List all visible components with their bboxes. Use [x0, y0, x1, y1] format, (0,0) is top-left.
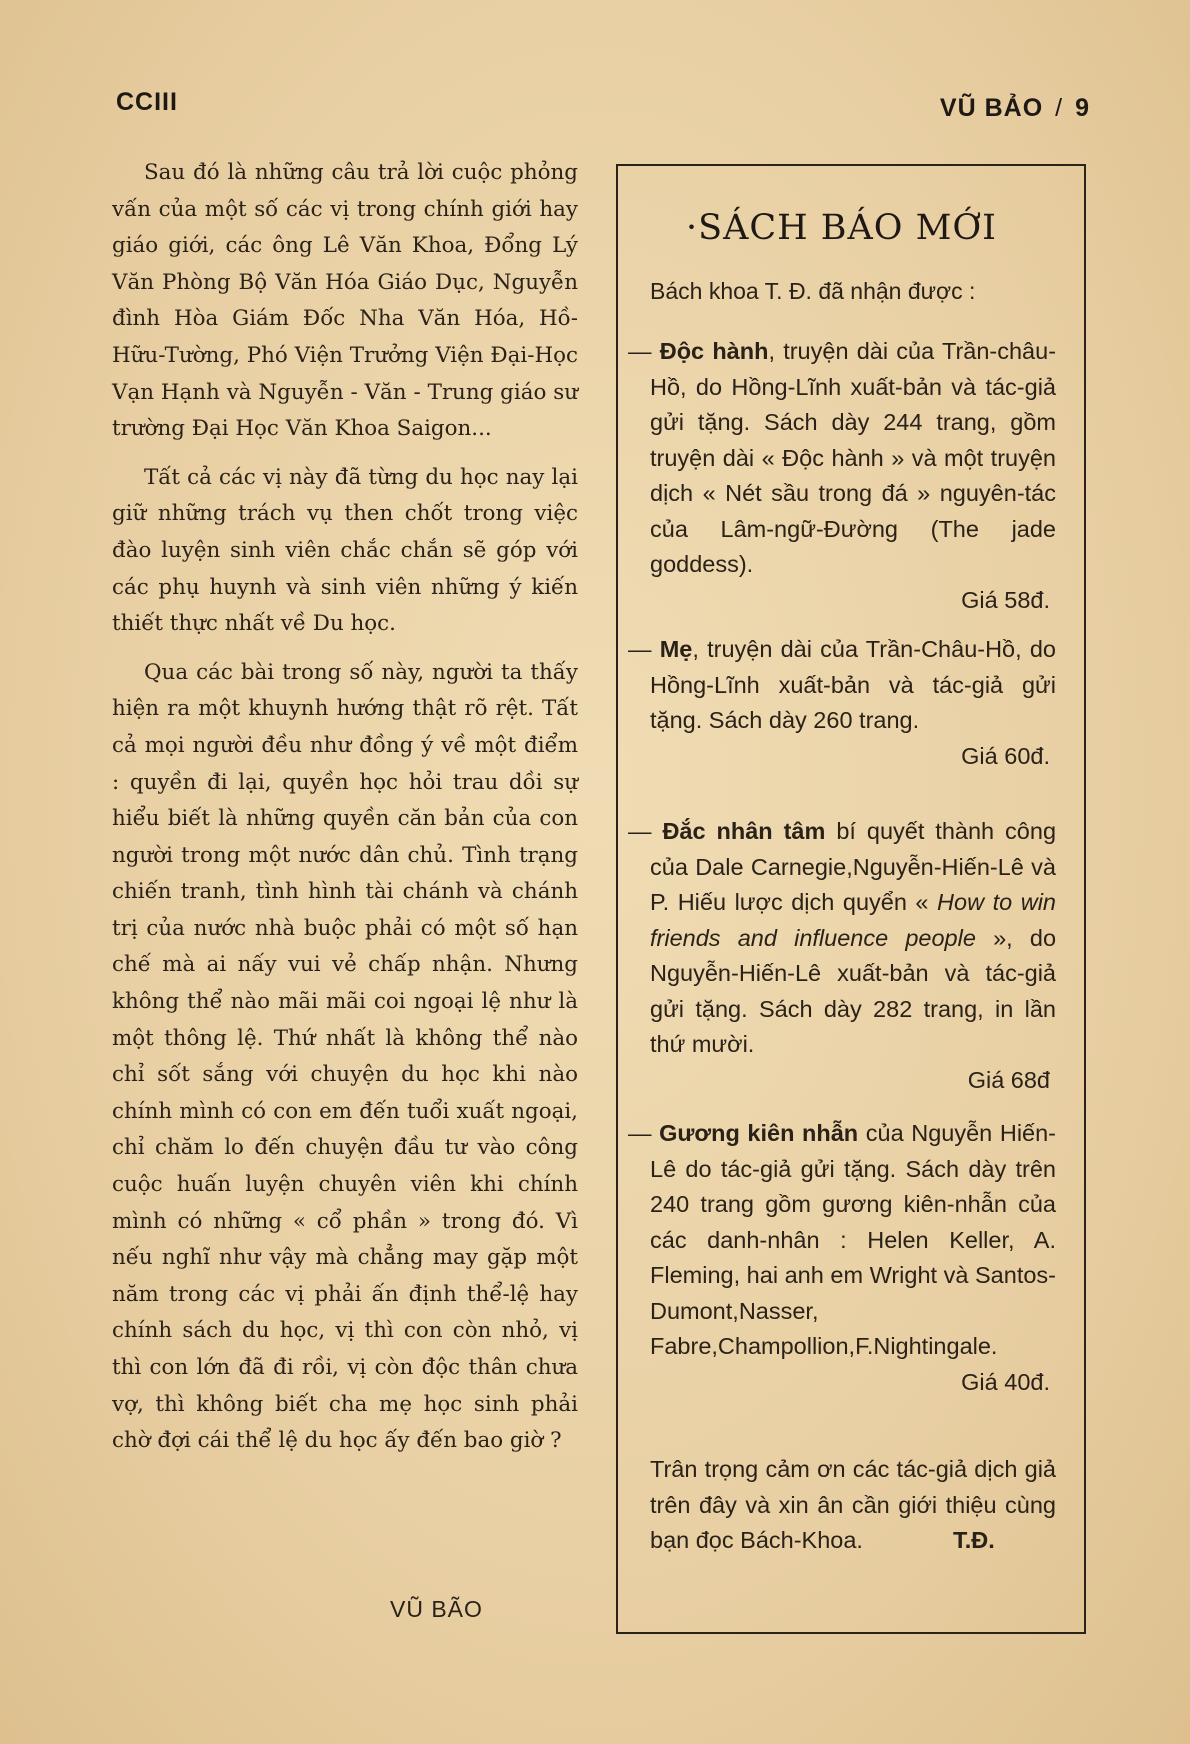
book-description-cont: », do Nguyễn-Hiến-Lê xuất-bản và tác-giả gửi tặng. Sách dày 282 trang, in lần thứ mười. — [650, 924, 1057, 1057]
book-description: bí quyết thành công của Dale Carnegie,Nguyễn-Hiến-Lê và P. Hiếu lược dịch quyển « — [650, 818, 1057, 915]
entry-dash: — — [628, 636, 660, 662]
header-author: VŨ BẢO — [939, 94, 1044, 122]
book-title: Độc hành — [659, 338, 769, 364]
box-title: ·SÁCH BÁO MỚI — [686, 208, 997, 248]
new-books-box — [616, 164, 1086, 1634]
entry-dash: — — [628, 1120, 660, 1146]
running-header — [940, 94, 1090, 123]
book-entry — [628, 632, 1056, 774]
book-entry — [628, 334, 1057, 618]
book-price: Giá 68đ — [967, 1066, 1050, 1093]
book-title: Đắc nhân tâm — [662, 818, 826, 844]
page-number: 9 — [1075, 94, 1090, 122]
book-description: , truyện dài của Trần-châu-Hồ, do Hồng-Lĩnh xuất-bản và tác-giả gửi tặng. Sách dày 244 trang, gồm truyện dài « Độc hành » và một truyện dịch « Nét sầu trong đá » nguyên-tác của Lâm-ngữ-Đường (The jade goddess). — [650, 338, 1057, 577]
article-column — [112, 155, 578, 1472]
book-title: Gương kiên nhẫn — [659, 1120, 859, 1146]
book-entry — [628, 1116, 1056, 1400]
book-price: Giá 60đ. — [961, 742, 1050, 769]
article-signature: VŨ BÃO — [390, 1596, 483, 1622]
article-paragraph: Sau đó là những câu trả lời cuộc phỏng vấn của một số các vị trong chính giới hay giáo giới, các ông Lê Văn Khoa, Đổng Lý Văn Phòng Bộ Văn Hóa Giáo Dục, Nguyễn đình Hòa Giám Đốc Nha Văn Hóa, Hồ-Hữu-Tường, Phó Viện Trưởng Viện Đại-Học Vạn Hạnh và Nguyễn - Văn - Trung giáo sư trường Đại Học Văn Khoa Saigon... — [112, 160, 578, 442]
thanks-note — [650, 1452, 1056, 1559]
article-paragraph: Qua các bài trong số này, người ta thấy hiện ra một khuynh hướng thật rõ rệt. Tất cả mọi người đều như đồng ý về một điểm : quyền đi lại, quyền học hỏi trau dồi sự hiểu biết là những quyền căn bản của con người trong một nước dân chủ. Tình trạng chiến tranh, tình hình tài chánh và chánh trị của nước nhà buộc phải có một số hạn chế mà ai nấy vui vẻ chấp nhận. Nhưng không thể nào mãi mãi coi ngoại lệ như là một thông lệ. Thứ nhất là không thể nào chỉ sốt sắng với chuyện du học khi nào chính mình có con em đến tuổi xuất ngoại, chỉ chăm lo đến chuyện đầu tư vào công cuộc huấn luyện chuyên viên khi chính mình có những « cổ phần » trong đó. Vì nếu nghĩ như vậy mà chẳng may gặp một năm trong các vị phải ấn định thể-lệ hay chính sách du học, vị thì con còn nhỏ, vị thì con lớn đã đi rồi, vị còn độc thân chưa vợ, thì không biết cha mẹ học sinh phải chờ đợi cái thể lệ du học ấy đến bao giờ ? — [112, 659, 578, 1454]
book-price: Giá 40đ. — [961, 1368, 1050, 1395]
thanks-signature: T.Đ. — [952, 1527, 995, 1553]
header-separator: / — [1055, 94, 1064, 122]
article-paragraph: Tất cả các vị này đã từng du học nay lại giữ những trách vụ then chốt trong việc đào luyện sinh viên chắc chắn sẽ góp với các phụ huynh và sinh viên những ý kiến thiết thực nhất về Du học. — [112, 464, 578, 637]
book-description: của Nguyễn Hiến-Lê do tác-giả gửi tặng. Sách dày trên 240 trang gồm gương kiên-nhẫn của các danh-nhân : Helen Keller, A. Fleming, hai anh em Wright và Santos-Dumont,Nasser, Fabre,Champollion,F.Nightingale. — [650, 1120, 1056, 1359]
entry-dash: — — [628, 338, 660, 364]
thanks-text: Trân trọng cảm ơn các tác-giả dịch giả trên đây và xin ân cần giới thiệu cùng bạn đọc Bách-Khoa. — [650, 1456, 1056, 1553]
book-description: , truyện dài của Trần-Châu-Hồ, do Hồng-Lĩnh xuất-bản và tác-giả gửi tặng. Sách dày 260 trang. — [650, 636, 1056, 733]
book-entry — [628, 814, 1057, 1098]
box-intro: Bách khoa T. Đ. đã nhận được : — [650, 278, 976, 304]
issue-number: CCIII — [116, 88, 178, 116]
box-bottom-rule — [616, 1632, 1086, 1634]
book-title: Mẹ — [659, 636, 693, 662]
entry-dash: — — [628, 818, 663, 844]
box-top-rule — [616, 164, 1086, 166]
book-price: Giá 58đ. — [961, 586, 1050, 613]
book-original-title: How to win friends and influence people — [650, 889, 1056, 951]
